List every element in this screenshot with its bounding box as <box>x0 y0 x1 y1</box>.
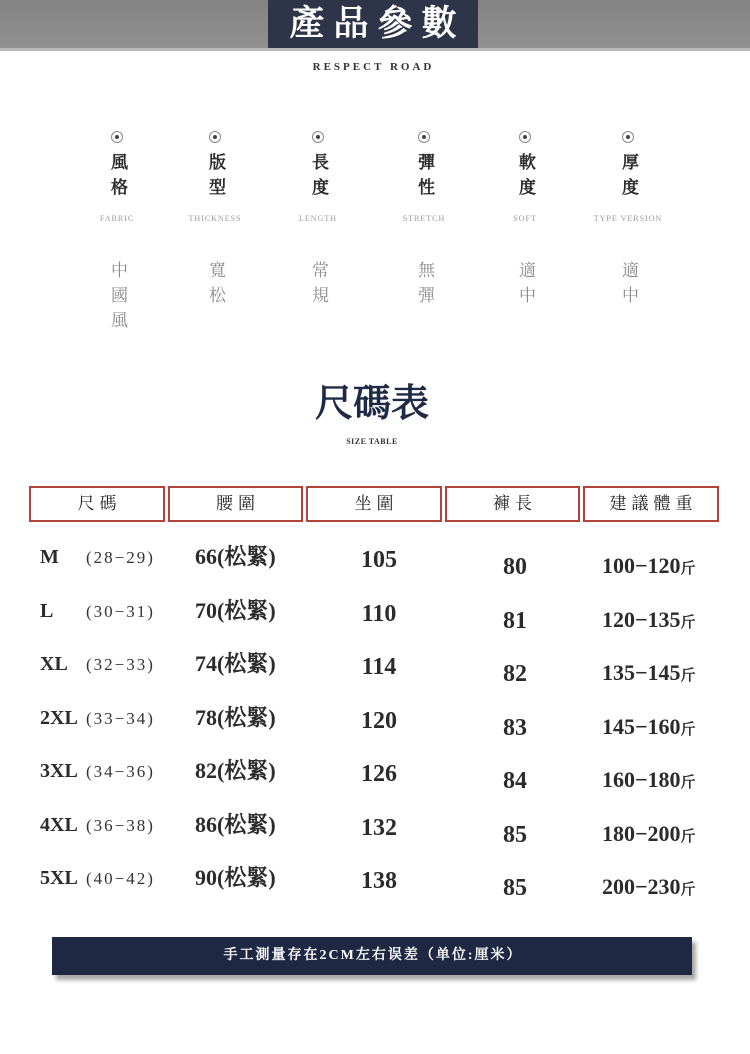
param-english-label: STRETCH <box>402 214 446 223</box>
table-row <box>0 591 750 634</box>
param-english-label: LENGTH <box>299 214 337 223</box>
size-cell <box>40 751 155 791</box>
param-label: 彈性 <box>415 153 434 203</box>
size-cell <box>40 537 155 577</box>
circle-dot-icon <box>622 131 634 143</box>
param-english-label: FABRIC <box>99 214 135 223</box>
weight-unit: 斤 <box>680 882 696 898</box>
length-cell: 85 <box>503 875 527 901</box>
param-value: 常規 <box>309 261 328 311</box>
param-value: 適中 <box>516 261 535 311</box>
size-table-subtitle: SIZE TABLE <box>346 437 398 446</box>
size-cell <box>40 698 155 738</box>
hip-cell: 120 <box>361 708 397 734</box>
param-column-fit <box>165 0 265 340</box>
waist-cell: 78(松緊) <box>195 705 276 730</box>
param-column-thickness <box>578 0 678 340</box>
param-value: 寬松 <box>206 261 225 311</box>
size-table-title: 尺碼表 <box>314 383 429 425</box>
param-value: 中國風 <box>108 261 127 336</box>
size-label: 2XL <box>40 707 78 729</box>
circle-dot-icon <box>418 131 430 143</box>
size-range: (30−31) <box>86 602 155 621</box>
weight-cell <box>602 546 696 586</box>
length-cell: 85 <box>503 822 527 848</box>
hip-cell: 110 <box>361 601 397 627</box>
size-range: (34−36) <box>86 762 155 781</box>
param-english-label: THICKNESS <box>188 214 242 223</box>
param-column-style <box>67 0 167 340</box>
param-english-label: TYPE VERSION <box>593 214 663 223</box>
size-range: (40−42) <box>86 869 155 888</box>
waist-cell: 70(松緊) <box>195 598 276 623</box>
weight-cell <box>602 814 696 854</box>
waist-cell: 90(松緊) <box>195 865 276 890</box>
table-row <box>0 751 750 794</box>
weight-range: 100−120 <box>602 553 681 578</box>
size-label: 4XL <box>40 814 78 836</box>
size-label: 5XL <box>40 867 78 889</box>
size-range: (32−33) <box>86 655 155 674</box>
param-english-label: SOFT <box>513 214 537 223</box>
column-header-hip: 坐圍 <box>306 486 442 522</box>
waist-cell: 74(松緊) <box>195 651 276 676</box>
size-range: (33−34) <box>86 709 155 728</box>
length-cell: 84 <box>503 768 527 794</box>
param-label: 厚度 <box>619 153 638 203</box>
weight-range: 120−135 <box>602 607 681 632</box>
param-column-length <box>268 0 368 340</box>
weight-range: 160−180 <box>602 767 681 792</box>
size-cell <box>40 591 155 631</box>
weight-range: 200−230 <box>602 874 681 899</box>
param-column-stretch <box>374 0 474 340</box>
hip-cell: 105 <box>361 547 397 573</box>
param-column-softness <box>475 0 575 340</box>
weight-unit: 斤 <box>680 668 696 684</box>
column-header-waist: 腰圍 <box>168 486 303 522</box>
weight-unit: 斤 <box>680 561 696 577</box>
param-label: 版型 <box>206 153 225 203</box>
size-cell <box>40 858 155 898</box>
page-subtitle: RESPECT ROAD <box>312 61 435 73</box>
length-cell: 83 <box>503 715 527 741</box>
weight-unit: 斤 <box>680 775 696 791</box>
weight-cell <box>602 867 696 907</box>
size-range: (36−38) <box>86 816 155 835</box>
size-label: 3XL <box>40 760 78 782</box>
length-cell: 81 <box>503 608 527 634</box>
param-label: 風格 <box>108 153 127 203</box>
waist-cell: 66(松緊) <box>195 544 276 569</box>
weight-range: 135−145 <box>602 660 681 685</box>
waist-cell: 86(松緊) <box>195 812 276 837</box>
hip-cell: 138 <box>361 868 397 894</box>
length-cell: 80 <box>503 554 527 580</box>
circle-dot-icon <box>209 131 221 143</box>
size-label: XL <box>40 653 68 675</box>
size-label: M <box>40 546 59 568</box>
column-header-length: 褲長 <box>445 486 580 522</box>
weight-unit: 斤 <box>680 615 696 631</box>
weight-cell <box>602 760 696 800</box>
weight-range: 145−160 <box>602 714 681 739</box>
waist-cell: 82(松緊) <box>195 758 276 783</box>
size-label: L <box>40 600 54 622</box>
measurement-note-banner: 手工測量存在2CM左右误差（单位:厘米） <box>52 937 692 975</box>
hip-cell: 132 <box>361 815 397 841</box>
table-row <box>0 537 750 580</box>
column-header-weight: 建議體重 <box>583 486 719 522</box>
weight-unit: 斤 <box>680 722 696 738</box>
weight-range: 180−200 <box>602 821 681 846</box>
table-row <box>0 805 750 848</box>
circle-dot-icon <box>312 131 324 143</box>
size-range: (28−29) <box>86 548 155 567</box>
table-row <box>0 698 750 741</box>
size-cell <box>40 644 155 684</box>
table-row <box>0 644 750 687</box>
column-header-size: 尺碼 <box>29 486 165 522</box>
weight-unit: 斤 <box>680 829 696 845</box>
weight-cell <box>602 653 696 693</box>
circle-dot-icon <box>111 131 123 143</box>
hip-cell: 114 <box>361 654 397 680</box>
page-title: 產品參數 <box>289 4 466 43</box>
circle-dot-icon <box>519 131 531 143</box>
param-value: 無彈 <box>415 261 434 311</box>
param-label: 長度 <box>309 153 328 203</box>
table-row <box>0 858 750 901</box>
length-cell: 82 <box>503 661 527 687</box>
param-label: 軟度 <box>516 153 535 203</box>
size-cell <box>40 805 155 845</box>
weight-cell <box>602 600 696 640</box>
hip-cell: 126 <box>361 761 397 787</box>
weight-cell <box>602 707 696 747</box>
param-value: 適中 <box>619 261 638 311</box>
